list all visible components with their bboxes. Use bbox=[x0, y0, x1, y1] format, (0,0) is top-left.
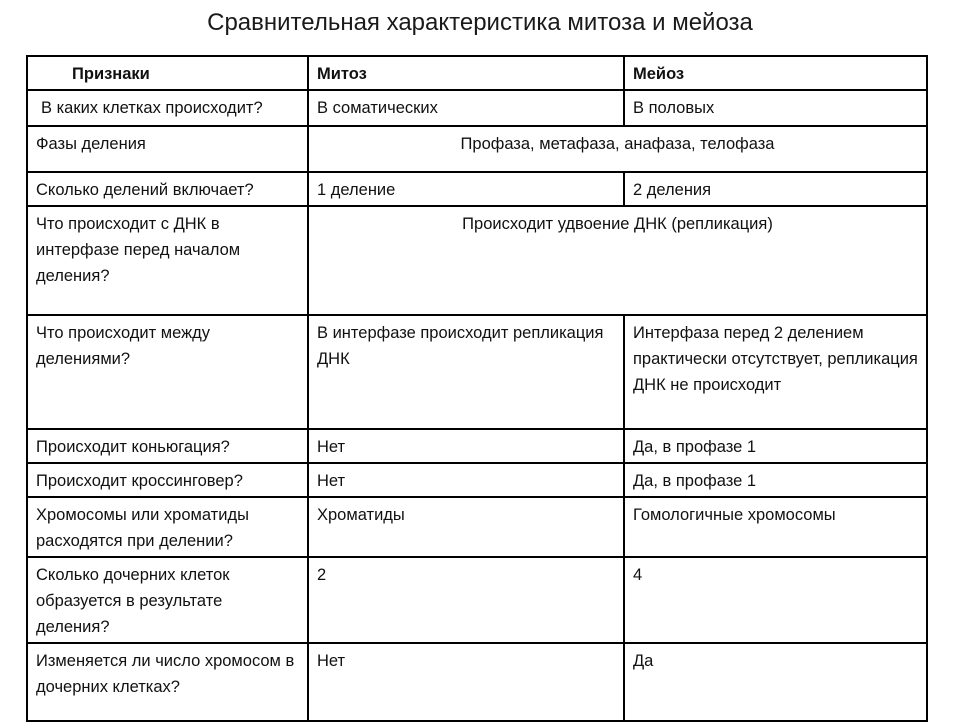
row-mitosis: В соматических bbox=[308, 90, 624, 126]
row-feature: Что происходит между делениями? bbox=[27, 315, 308, 429]
row-feature: В каких клетках происходит? bbox=[27, 90, 308, 126]
table-row bbox=[27, 172, 927, 206]
row-feature: Сколько делений включает? bbox=[27, 172, 308, 206]
table-row bbox=[27, 463, 927, 497]
row-mitosis: Нет bbox=[308, 429, 624, 463]
table-row bbox=[27, 206, 927, 315]
row-mitosis: Хроматиды bbox=[308, 497, 624, 557]
table-row bbox=[27, 497, 927, 557]
header-feature: Признаки bbox=[27, 56, 308, 90]
row-feature: Сколько дочерних клеток образуется в результате деления? bbox=[27, 557, 308, 643]
table-row bbox=[27, 429, 927, 463]
row-feature: Изменяется ли число хромосом в дочерних клетках? bbox=[27, 643, 308, 721]
row-meiosis: Интерфаза перед 2 делением практически отсутствует, репликация ДНК не происходит bbox=[624, 315, 927, 429]
table-row bbox=[27, 90, 927, 126]
row-meiosis: 2 деления bbox=[624, 172, 927, 206]
row-both: Происходит удвоение ДНК (репликация) bbox=[308, 206, 927, 315]
table-row bbox=[27, 643, 927, 721]
row-mitosis: В интерфазе происходит репликация ДНК bbox=[308, 315, 624, 429]
page-title: Сравнительная характеристика митоза и мейоза bbox=[207, 9, 753, 36]
row-feature: Происходит коньюгация? bbox=[27, 429, 308, 463]
row-mitosis: Нет bbox=[308, 643, 624, 721]
row-mitosis: Нет bbox=[308, 463, 624, 497]
row-mitosis: 2 bbox=[308, 557, 624, 643]
row-mitosis: 1 деление bbox=[308, 172, 624, 206]
header-mitosis: Митоз bbox=[308, 56, 624, 90]
row-meiosis: Гомологичные хромосомы bbox=[624, 497, 927, 557]
row-feature: Фазы деления bbox=[27, 126, 308, 172]
table-header-row bbox=[27, 56, 927, 90]
row-feature: Что происходит с ДНК в интерфазе перед началом деления? bbox=[27, 206, 308, 315]
row-both: Профаза, метафаза, анафаза, телофаза bbox=[308, 126, 927, 172]
table-row bbox=[27, 126, 927, 172]
table-row bbox=[27, 315, 927, 429]
row-feature: Хромосомы или хроматиды расходятся при делении? bbox=[27, 497, 308, 557]
row-meiosis: Да, в профазе 1 bbox=[624, 463, 927, 497]
header-meiosis: Мейоз bbox=[624, 56, 927, 90]
row-meiosis: В половых bbox=[624, 90, 927, 126]
row-feature: Происходит кроссинговер? bbox=[27, 463, 308, 497]
row-meiosis: Да, в профазе 1 bbox=[624, 429, 927, 463]
comparison-table bbox=[26, 55, 928, 722]
row-meiosis: 4 bbox=[624, 557, 927, 643]
table-row bbox=[27, 557, 927, 643]
row-meiosis: Да bbox=[624, 643, 927, 721]
